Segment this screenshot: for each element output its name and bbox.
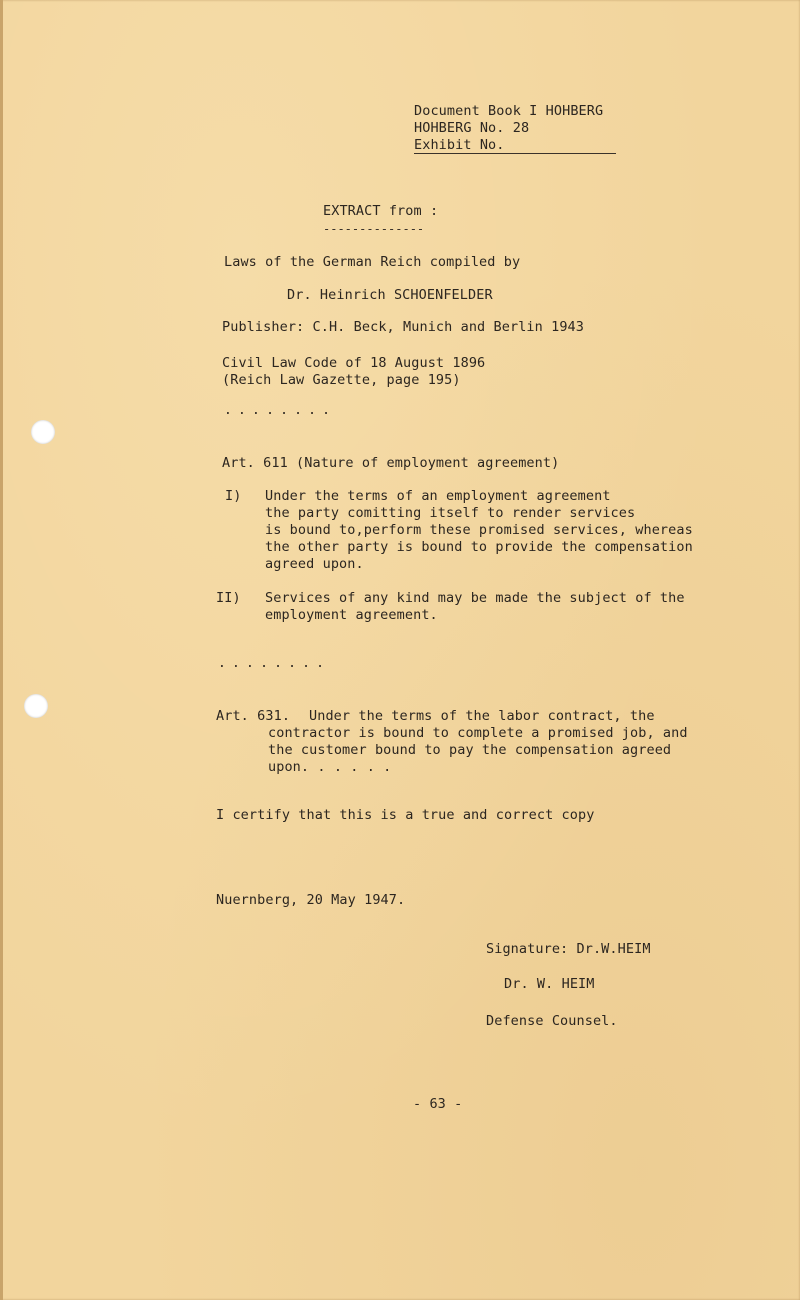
punch-hole-top [31,420,55,444]
art611-para1-line: the other party is bound to provide the compensation [265,539,693,555]
page-number: - 63 - [413,1096,463,1112]
art631-label: Art. 631. [216,708,291,724]
extract-title: EXTRACT from : [323,203,439,219]
header-hohberg-number: HOHBERG No. 28 [414,120,530,136]
art611-para1-label: I) [225,488,242,504]
signature-line: Signature: Dr.W.HEIM [486,941,651,957]
art611-para2-line: Services of any kind may be made the subject of the [265,590,685,606]
exhibit-underline [414,153,616,154]
place-and-date: Nuernberg, 20 May 1947. [216,892,406,908]
art631-line: upon. . . . . . [268,759,392,775]
source-code-date: Civil Law Code of 18 August 1896 [222,355,486,371]
art611-para1-line: the party comitting itself to render services [265,505,636,521]
art611-para2-label: II) [216,590,241,606]
header-document-book: Document Book I HOHBERG [414,103,604,119]
separator-dots-2: ........ [218,656,331,671]
signature-name: Dr. W. HEIM [504,976,595,992]
extract-title-underline: -------------- [323,222,425,236]
art611-para1-line: Under the terms of an employment agreement [265,488,611,504]
source-compiled-by: Laws of the German Reich compiled by [224,254,521,270]
signature-role: Defense Counsel. [486,1013,618,1029]
source-publisher: Publisher: C.H. Beck, Munich and Berlin 1943 [222,319,585,335]
art611-para1-line: agreed upon. [265,556,364,572]
art631-line: Under the terms of the labor contract, the [309,708,655,724]
punch-hole-bottom [24,694,48,718]
art631-line: the customer bound to pay the compensation agreed [268,742,672,758]
art611-para1-line: is bound to,perform these promised services, whereas [265,522,693,538]
source-gazette: (Reich Law Gazette, page 195) [222,372,461,388]
art611-para2-line: employment agreement. [265,607,438,623]
certification-statement: I certify that this is a true and correct copy [216,807,595,823]
art611-heading: Art. 611 (Nature of employment agreement) [222,455,560,471]
art631-line: contractor is bound to complete a promised job, and [268,725,688,741]
source-compiler: Dr. Heinrich SCHOENFELDER [287,287,493,303]
header-exhibit-number: Exhibit No. [414,137,505,153]
separator-dots-1: ........ [224,403,337,418]
page-edge [0,0,3,1300]
